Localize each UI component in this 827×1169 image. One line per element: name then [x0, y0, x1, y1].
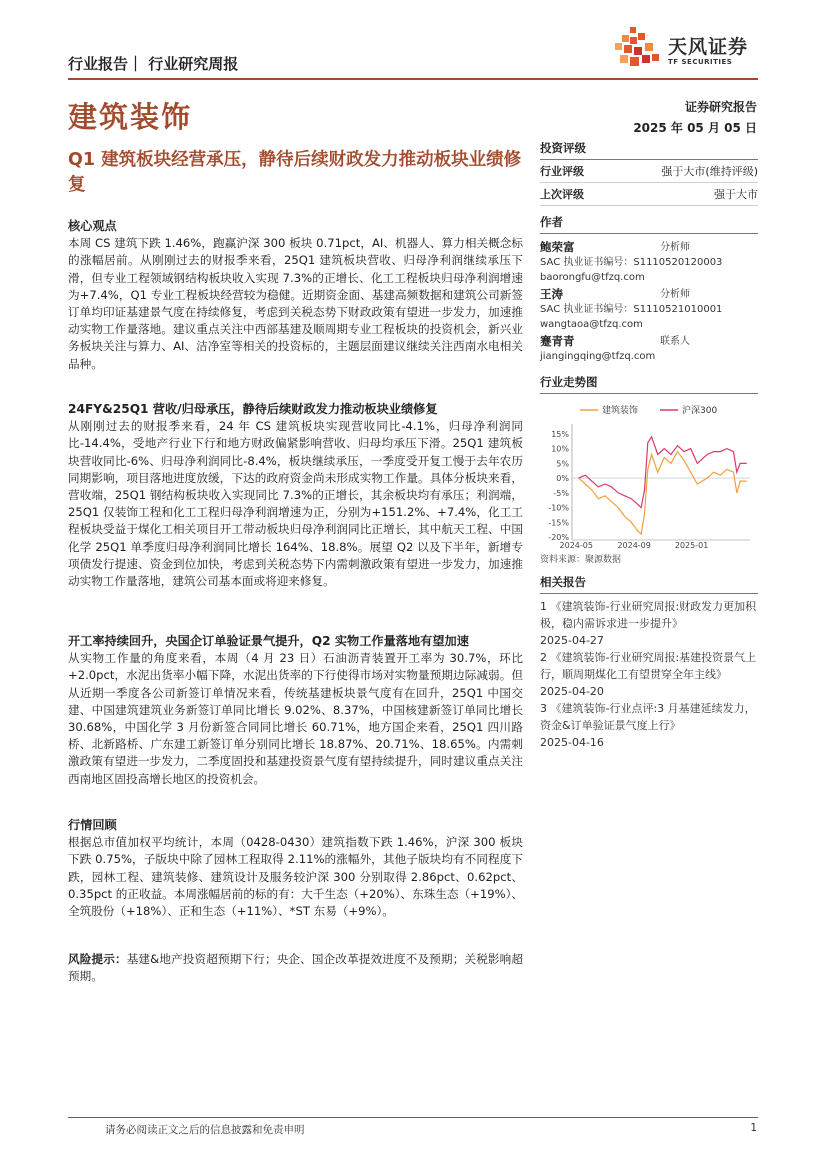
page-number: 1	[750, 1122, 757, 1134]
author-entry	[540, 287, 758, 332]
author-cert: SAC 执业证书编号：S1110520120003	[540, 257, 723, 268]
risk-warning	[68, 951, 523, 985]
series-line	[579, 437, 747, 508]
footer-disclaimer: 请务必阅读正文之后的信息披露和免责申明	[105, 1124, 305, 1136]
y-tick-label: -15%	[548, 518, 569, 528]
section-heading: 行情回顾	[68, 818, 117, 832]
brand-name-en: TF SECURITIES	[668, 58, 733, 66]
trend-panel	[540, 374, 758, 565]
industry-title: 建筑装饰	[68, 100, 193, 134]
report-date: 2025 年 05 月 05 日	[633, 121, 757, 135]
brand-name-cn: 天风证券	[668, 36, 749, 58]
section-body: 从实物工作量的角度来看，本周（4 月 23 日）石油沥青装置开工率为 30.7%，环比+2.0pct，水泥出货率小幅下降，水泥出货率的下行使得市场对实物量预期边际减弱。但从近期一季度各公司新签订单情况来看，传统基建板块景气度有在回升，25Q1 中国交建、中国建筑建筑业务新签订单同比增长 9.02%、8.37%，中国核建新签订单同比增长 30.68%，中国化学 3 月份新签合同同比增长 60.71%，地方国企来看，25Q1 四川路桥、北新路桥、广东建工新签订单分别同比增长 18.87%、20.71%、18.65%。内需刺激政策有望进一步发力，二季度固投和基建投资景气度有望持续提升，同时建议重点关注西南地区固投高增长地区的投资机会。	[68, 651, 523, 786]
related-item[interactable]	[540, 700, 758, 751]
authors-heading: 作者	[540, 214, 758, 234]
related-panel	[540, 574, 758, 751]
legend-label: 沪深300	[682, 406, 718, 416]
rating-heading: 投资评级	[540, 140, 758, 160]
author-name: 鲍荣富	[540, 240, 575, 254]
trend-heading: 行业走势图	[540, 374, 758, 394]
section-core-views	[68, 218, 523, 373]
report-type: 行业报告｜ 行业研究周报	[68, 55, 239, 73]
author-name: 王涛	[540, 287, 563, 301]
y-tick-label: -20%	[548, 533, 569, 543]
author-name: 蹇青青	[540, 334, 575, 348]
report-title: Q1 建筑板块经营承压，静待后续财政发力推动板块业绩修复	[68, 150, 522, 195]
report-kind: 证券研究报告	[684, 100, 757, 114]
section-earnings	[68, 401, 523, 590]
risk-label: 风险提示：	[68, 952, 127, 966]
related-title[interactable]: 2 《建筑装饰-行业研究周报:基建投资景气上行，顺周期煤化工有望贯穿全年主线》	[540, 651, 757, 681]
rating-row-previous	[540, 183, 758, 206]
y-tick-label: 5%	[556, 459, 569, 469]
section-body: 根据总市值加权平均统计，本周（0428-0430）建筑指数下跌 1.46%，沪深 300 板块下跌 0.75%，子版块中除了园林工程取得 2.11%的涨幅外，其他子版块均有不同程度下跌，园林工程、建筑装修、建筑设计及服务较沪深 300 分别取得 2.86pct、0.62pct、0.35pct 的正收益。本周涨幅居前的标的有：大千生态（+20%）、东珠生态（+19%）、全筑股份（+18%）、正和生态（+11%）、*ST 东易（+9%）。	[68, 835, 523, 919]
rating-label: 行业评级	[540, 165, 584, 178]
y-tick-label: 15%	[551, 429, 569, 439]
author-role: 分析师	[660, 289, 690, 300]
series-line	[579, 452, 747, 534]
rating-label: 上次评级	[540, 188, 584, 201]
rating-value: 强于大市	[714, 188, 758, 201]
y-tick-label: -5%	[553, 488, 569, 498]
related-date: 2025-04-16	[540, 736, 604, 749]
brand-logo-icon	[612, 25, 664, 75]
rating-panel	[540, 140, 758, 206]
y-tick-label: 10%	[551, 444, 569, 454]
author-cert: SAC 执业证书编号：S1110521010001	[540, 304, 723, 315]
related-title[interactable]: 3 《建筑装饰-行业点评:3 月基建延续发力，资金&订单验证景气度上行》	[540, 702, 756, 732]
section-workload	[68, 633, 523, 788]
header-divider	[68, 78, 758, 80]
footer-divider	[68, 1117, 758, 1118]
related-title[interactable]: 1 《建筑装饰-行业研究周报:财政发力更加积极，稳内需诉求进一步提升》	[540, 600, 757, 630]
section-heading: 24FY&25Q1 营收/归母承压，静待后续财政发力推动板块业绩修复	[68, 402, 438, 416]
x-tick-label: 2025-01	[674, 541, 709, 550]
section-heading: 开工率持续回升，央国企订单验证景气提升，Q2 实物工作量落地有望加速	[68, 634, 469, 648]
y-tick-label: 0%	[556, 474, 569, 484]
rating-row-current	[540, 160, 758, 183]
author-email[interactable]: wangtaoa@tfzq.com	[540, 319, 643, 330]
author-email[interactable]: jiangingqing@tfzq.com	[540, 351, 656, 362]
section-market-review	[68, 817, 523, 920]
legend-label: 建筑装饰	[602, 406, 639, 416]
related-heading: 相关报告	[540, 574, 758, 594]
section-heading: 核心观点	[68, 219, 117, 233]
author-role: 分析师	[660, 242, 690, 253]
trend-chart	[540, 400, 758, 550]
section-body: 从刚刚过去的财报季来看，24 年 CS 建筑板块实现营收同比-4.1%，归母净利润同比-14.4%，受地产行业下行和地方财政偏紧影响营收、归母均承压下滑。25Q1 建筑板块营收同比-6%、归母净利润同比-8.4%，板块继续承压，一季度受开复工慢于去年农历同期影响，项目落地进度放缓，下达的政府资金尚未形成实物工作量。具体分板块来看，营收端，25Q1 钢结构板块收入实现同比 7.3%的正增长，其余板块均有承压；利润端，25Q1 仅装饰工程和化工工程归母净利润增速为正，分别为+151.2%、+7.4%，化工工程板块受益于煤化工相关项目开工带动板块归母净利润同比正增长，其中航天工程、中国化学 25Q1 单季度归母净利润同比增长 164%、18.8%。展望 Q2 以及下半年，新增专项债发行提速、资金到位加快，考虑到关税态势下内需刺激政策有望进一步发力，加速推动实物工作量落地，建筑公司基本面或将迎来修复。	[68, 419, 523, 589]
author-entry	[540, 334, 758, 364]
risk-text: 基建&地产投资超预期下行；央企、国企改革提效进度不及预期；关税影响超预期。	[68, 952, 523, 984]
chart-source: 资料来源：聚源数据	[540, 555, 622, 565]
related-item[interactable]	[540, 598, 758, 649]
author-entry	[540, 240, 758, 285]
author-email[interactable]: baorongfu@tfzq.com	[540, 272, 645, 283]
related-item[interactable]	[540, 649, 758, 700]
related-date: 2025-04-27	[540, 634, 604, 647]
rating-value: 强于大市(维持评级)	[661, 165, 758, 178]
related-date: 2025-04-20	[540, 685, 604, 698]
authors-panel	[540, 214, 758, 364]
x-tick-label: 2024-05	[559, 541, 593, 550]
x-tick-label: 2024-09	[617, 541, 651, 550]
author-role: 联系人	[660, 336, 690, 347]
y-tick-label: -10%	[548, 503, 569, 513]
section-body: 本周 CS 建筑下跌 1.46%，跑赢沪深 300 板块 0.71pct，AI、机器人、算力相关概念标的涨幅居前。从刚刚过去的财报季来看，25Q1 建筑板块营收、归母净利润继续承压下滑，但专业工程领域钢结构板块收入实现 7.3%的正增长、化工工程板块归母净利润增速为+7.4%，Q1 专业工程板块经营较为稳健。近期资金面、基建高频数据和建筑公司新签订单均印证基建景气度在持续修复，考虑到关税态势下财政政策有望进一步发力，加速推动实物工作量落地。建议重点关注中西部基建及顺周期专业工程板块的投资机会，新兴业务板块关注与算力、AI、洁净室等相关的投资标的，主题层面建议继续关注西南水电相关品种。	[68, 236, 523, 371]
